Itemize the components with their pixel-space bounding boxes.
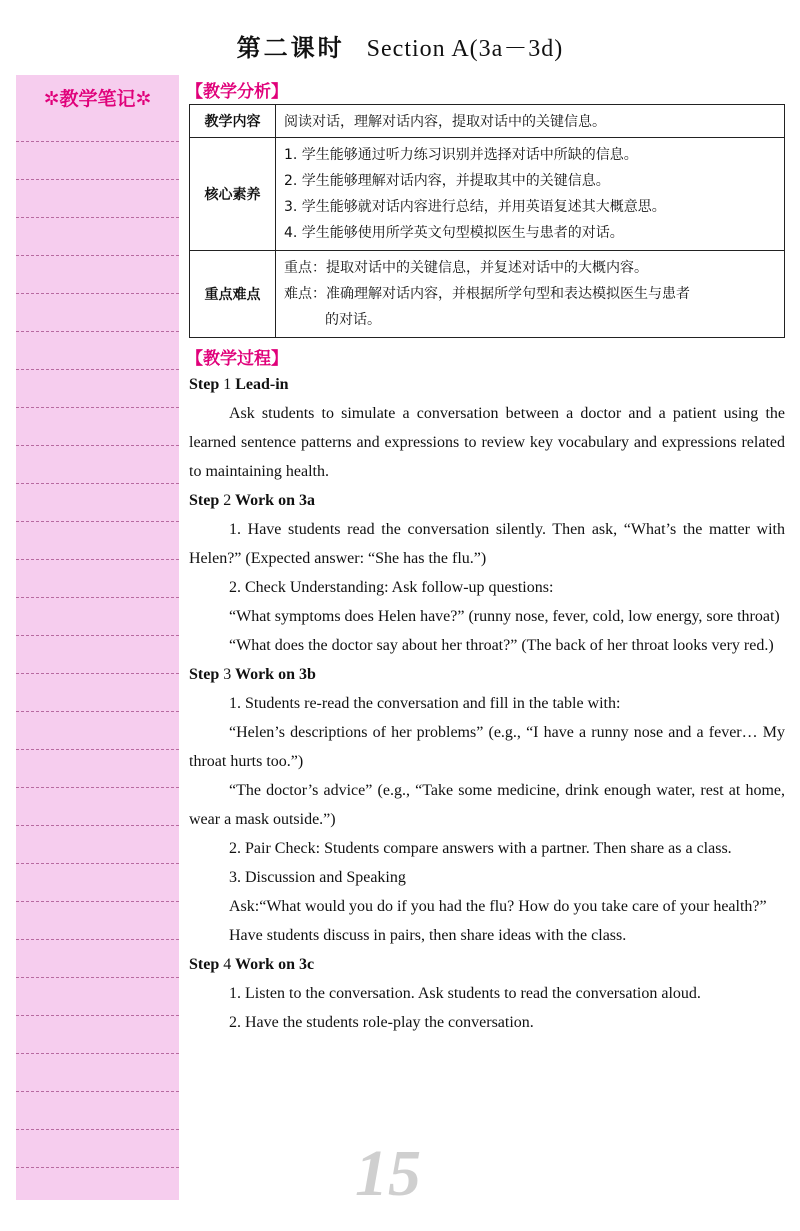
section-label: Section A(3a－3d): [366, 36, 564, 62]
note-line: [16, 483, 179, 484]
process-heading: 【教学过程】: [186, 349, 288, 369]
paragraph: 1. Students re-read the conversation and fill in the table with:: [229, 695, 621, 712]
note-line: [16, 901, 179, 902]
paragraph: Ask students to simulate a conversation between a doctor and a patient using the learned sentence patterns and expressions to review key vocabulary and expressions related to maintaining health.: [189, 405, 785, 480]
note-line: [16, 521, 179, 522]
difficult-point: 难点：准确理解对话内容，并根据所学句型和表达模拟医生与患者: [284, 286, 690, 302]
note-line: [16, 1167, 179, 1168]
note-line: [16, 939, 179, 940]
key-point: 重点：提取对话中的关键信息，并复述对话中的大概内容。: [284, 260, 648, 276]
note-line: [16, 825, 179, 826]
note-line: [16, 1091, 179, 1092]
paragraph: “Helen’s descriptions of her problems” (e.g., “I have a runny nose and a fever… My throat hurts too.”): [189, 724, 785, 770]
paragraph: 2. Have the students role-play the conversation.: [229, 1014, 534, 1031]
note-line: [16, 1053, 179, 1054]
note-line: [16, 1129, 179, 1130]
notes-panel: [16, 75, 179, 1200]
paragraph: “The doctor’s advice” (e.g., “Take some medicine, drink enough water, rest at home, wear a mask outside.”): [189, 782, 785, 828]
note-line: [16, 559, 179, 560]
note-line: [16, 369, 179, 370]
table-row: [190, 251, 785, 338]
paragraph: 2. Check Understanding: Ask follow-up questions:: [229, 579, 554, 596]
note-line: [16, 597, 179, 598]
note-line: [16, 749, 179, 750]
note-line: [16, 787, 179, 788]
list-item: 4. 学生能够使用所学英文句型模拟医生与患者的对话。: [284, 225, 624, 241]
paragraph: 1. Have students read the conversation silently. Then ask, “What’s the matter with Helen?” (Expected answer: “She has the flu.”): [189, 521, 785, 567]
page-title: [0, 28, 800, 63]
paragraph: Have students discuss in pairs, then share ideas with the class.: [229, 927, 627, 944]
page-number: 15: [355, 1137, 421, 1210]
note-line: [16, 711, 179, 712]
list-item: 3. 学生能够就对话内容进行总结，并用英语复述其大概意思。: [284, 199, 666, 215]
step-heading: Step 4 Work on 3c: [189, 956, 315, 973]
note-line: [16, 407, 179, 408]
step-heading: Step 2 Work on 3a: [189, 492, 315, 509]
table-row: [190, 105, 785, 138]
table-row: [190, 138, 785, 251]
note-line: [16, 255, 179, 256]
row-key: 教学内容: [190, 105, 276, 138]
row-key: 核心素养: [190, 138, 276, 251]
note-line: [16, 1015, 179, 1016]
analysis-heading: 【教学分析】: [186, 82, 288, 102]
note-line: [16, 141, 179, 142]
row-value: 阅读对话，理解对话内容，提取对话中的关键信息。: [276, 105, 785, 138]
list-item: 2. 学生能够理解对话内容，并提取其中的关键信息。: [284, 173, 610, 189]
note-line: [16, 977, 179, 978]
paragraph: 1. Listen to the conversation. Ask students to read the conversation aloud.: [229, 985, 701, 1002]
list-item: 1. 学生能够通过听力练习识别并选择对话中所缺的信息。: [284, 147, 638, 163]
paragraph: “What does the doctor say about her throat?” (The back of her throat looks very red.): [229, 637, 774, 654]
analysis-table: [189, 104, 785, 338]
paragraph: 3. Discussion and Speaking: [229, 869, 406, 886]
note-line: [16, 445, 179, 446]
note-line: [16, 635, 179, 636]
process-body: [189, 370, 785, 1037]
note-line: [16, 293, 179, 294]
difficult-point-cont: 的对话。: [325, 312, 381, 328]
note-line: [16, 179, 179, 180]
note-line: [16, 863, 179, 864]
step-heading: Step 1 Lead-in: [189, 376, 289, 393]
row-key: 重点难点: [190, 251, 276, 338]
paragraph: 2. Pair Check: Students compare answers with a partner. Then share as a class.: [229, 840, 732, 857]
core-literacy-list: [276, 138, 785, 251]
note-line: [16, 217, 179, 218]
step-heading: Step 3 Work on 3b: [189, 666, 316, 683]
notes-panel-title: ✲教学笔记✲: [43, 88, 152, 110]
paragraph: “What symptoms does Helen have?” (runny nose, fever, cold, low energy, sore throat): [229, 608, 780, 625]
note-line: [16, 673, 179, 674]
paragraph: Ask:“What would you do if you had the flu? How do you take care of your health?”: [229, 898, 767, 915]
note-line: [16, 331, 179, 332]
key-difficult-points: [276, 251, 785, 338]
lesson-label: 第二课时: [236, 33, 345, 62]
